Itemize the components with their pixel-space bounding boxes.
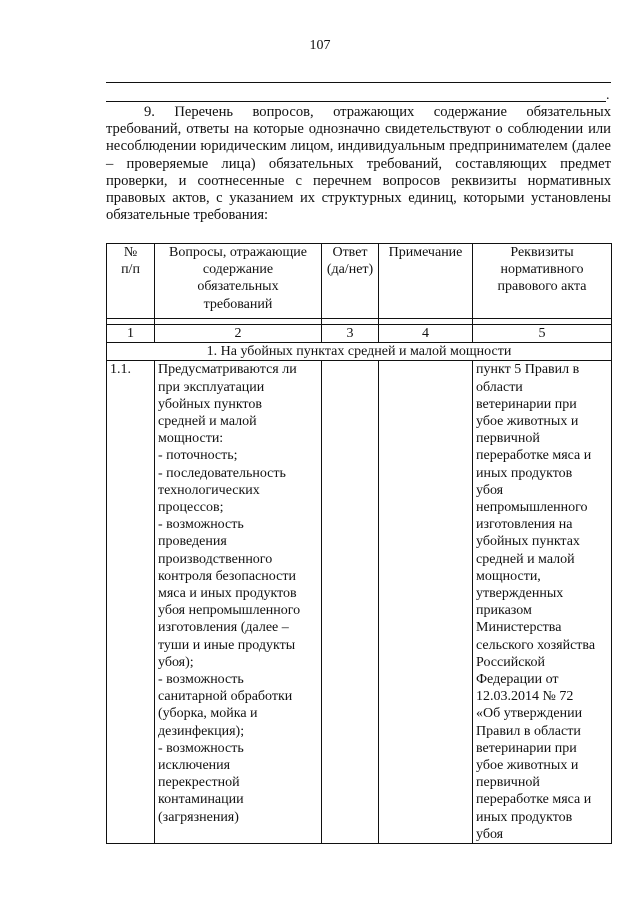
header-questions: Вопросы, отражающие содержание обязательных требований xyxy=(169,245,307,312)
row-number: 1.1. xyxy=(107,361,155,844)
header-note: Примечание xyxy=(388,245,463,260)
line-end-period: . xyxy=(606,88,610,103)
section-row xyxy=(107,343,612,361)
intro-paragraph: 9. Перечень вопросов, отражающих содержание обязательных требований, ответы на которые однозначно свидетельствуют о соблюдении или несоблюдении юридическим лицом, индивидуальным предпринимателем (далее – проверяемые лица) обязательных требований, составляющих предмет проверки, и соотнесенные с перечнем вопросов реквизиты нормативных правовых актов, с указанием их структурных единиц, которыми установлены обязательные требования: xyxy=(106,104,611,224)
page-number: 107 xyxy=(309,38,331,53)
row-answer xyxy=(322,361,379,844)
header-number: № п/п xyxy=(121,245,140,278)
column-number-row xyxy=(107,325,612,343)
row-note xyxy=(379,361,473,844)
row-question: Предусматриваются ли при эксплуатации убойных пунктов средней и малой мощности: - поточность; - последовательность технологических процессов; - возможность проведения производственного контроля безопасности мяса и иных продуктов убоя непромышленного изготовления (далее – туши и иные продукты убоя); - возможность санитарной обработки (уборка, мойка и дезинфекция); - возможность исключения перекрестной контаминации (загрязнения) xyxy=(158,362,301,825)
column-number: 4 xyxy=(379,325,473,343)
blank-fill-line xyxy=(106,82,611,83)
table-row xyxy=(107,361,612,844)
requirements-table xyxy=(106,243,612,844)
header-answer: Ответ (да/нет) xyxy=(326,245,374,278)
section-title: 1. На убойных пунктах средней и малой мощности xyxy=(107,343,612,361)
column-number: 1 xyxy=(107,325,155,343)
column-number: 5 xyxy=(473,325,612,343)
column-number: 2 xyxy=(155,325,322,343)
column-number: 3 xyxy=(322,325,379,343)
table-header-row xyxy=(107,244,612,319)
header-reference: Реквизиты нормативного правового акта xyxy=(497,245,587,295)
row-reference: пункт 5 Правил в области ветеринарии при убое животных и первичной переработке мяса и иных продуктов убоя непромышленного изготовления на убойных пунктах средней и малой мощности, утвержденных приказом Министерства сельского хозяйства Российской Федерации от 12.03.2014 № 72 «Об утверждении Правил в области ветеринарии при убое животных и первичной переработке мяса и иных продуктов убоя xyxy=(476,362,596,842)
blank-fill-line xyxy=(106,101,606,102)
